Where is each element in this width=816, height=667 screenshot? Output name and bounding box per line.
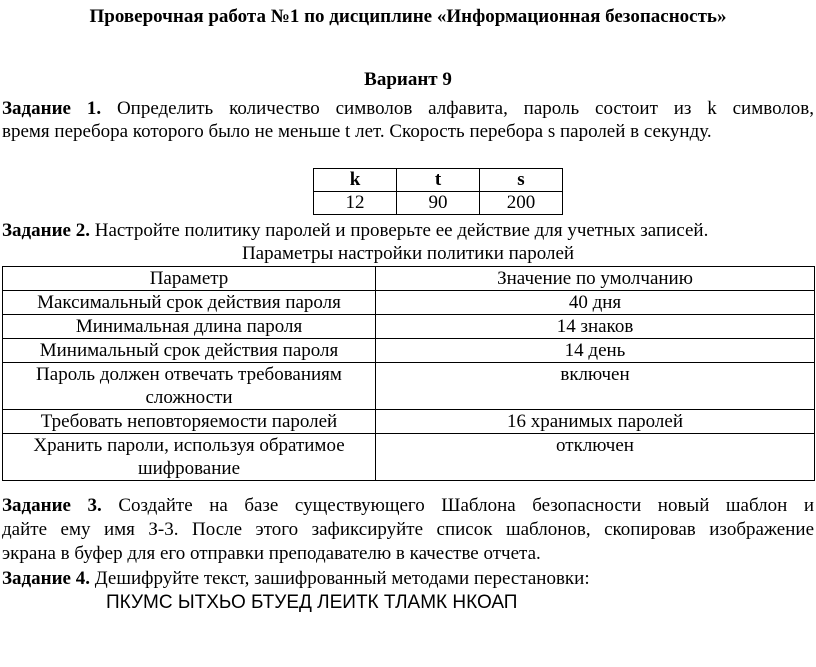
task3-line1 xyxy=(2,495,814,517)
table-row xyxy=(3,434,815,481)
value-cell: включен xyxy=(376,363,815,410)
value-cell: 40 дня xyxy=(376,291,815,315)
value-cell: 14 знаков xyxy=(376,315,815,339)
task2-line xyxy=(2,220,708,242)
table-row xyxy=(3,363,815,410)
param-cell: Минимальная длина пароля xyxy=(3,315,376,339)
task1-line2: время перебора которого было не меньше t лет. Скорость перебора s паролей в секунду. xyxy=(2,121,712,142)
header-default-value: Значение по умолчанию xyxy=(376,267,815,291)
value-cell: 14 день xyxy=(376,339,815,363)
param-cell: Пароль должен отвечать требованиям сложности xyxy=(3,363,376,410)
value-cell: отключен xyxy=(376,434,815,481)
table-row xyxy=(3,339,815,363)
task2-text: Настройте политику паролей и проверьте ее действие для учетных записей. xyxy=(94,220,709,241)
param-cell: Хранить пароли, используя обратимое шифрование xyxy=(3,434,376,481)
task3-label: Задание 3. xyxy=(2,495,102,516)
cipher-text: ПКУМС ЫТХЬО БТУЕД ЛЕИТК ТЛАМК НКОАП xyxy=(106,592,518,613)
header-t: t xyxy=(397,169,480,192)
task2-label: Задание 2. xyxy=(2,220,90,241)
password-policy-table xyxy=(2,266,815,481)
table-header-row xyxy=(3,267,815,291)
param-cell: Требовать неповторяемости паролей xyxy=(3,410,376,434)
param-cell: Максимальный срок действия пароля xyxy=(3,291,376,315)
table-row xyxy=(3,315,815,339)
header-parameter: Параметр xyxy=(3,267,376,291)
variant-heading: Вариант 9 xyxy=(364,69,452,90)
task1-text-1: Определить количество символов алфавита, пароль состоит из k символов, xyxy=(116,98,815,119)
value-cell: 16 хранимых паролей xyxy=(376,410,815,434)
header-s: s xyxy=(480,169,563,192)
task3-text-1: Создайте на базе существующего Шаблона безопасности новый шаблон и xyxy=(118,495,815,516)
task4-label: Задание 4. xyxy=(2,568,90,589)
header-k: k xyxy=(314,169,397,192)
task1-line1 xyxy=(2,98,814,120)
document-title: Проверочная работа №1 по дисциплине «Информационная безопасность» xyxy=(89,6,727,27)
table-row xyxy=(3,291,815,315)
task1-label: Задание 1. xyxy=(2,98,102,119)
task1-table-value-row xyxy=(314,192,563,215)
param-cell: Минимальный срок действия пароля xyxy=(3,339,376,363)
table-caption: Параметры настройки политики паролей xyxy=(241,243,575,264)
task4-line xyxy=(2,568,590,590)
value-t: 90 xyxy=(397,192,480,215)
task4-text: Дешифруйте текст, зашифрованный методами перестановки: xyxy=(94,568,590,589)
value-k: 12 xyxy=(314,192,397,215)
task3-line3: экрана в буфер для его отправки преподавателю в качестве отчета. xyxy=(2,543,541,564)
value-s: 200 xyxy=(480,192,563,215)
task1-params-table xyxy=(313,168,563,215)
table-row xyxy=(3,410,815,434)
task1-table-header-row xyxy=(314,169,563,192)
task3-line2: дайте ему имя З-3. После этого зафиксируйте список шаблонов, скопировав изображение xyxy=(2,519,814,540)
